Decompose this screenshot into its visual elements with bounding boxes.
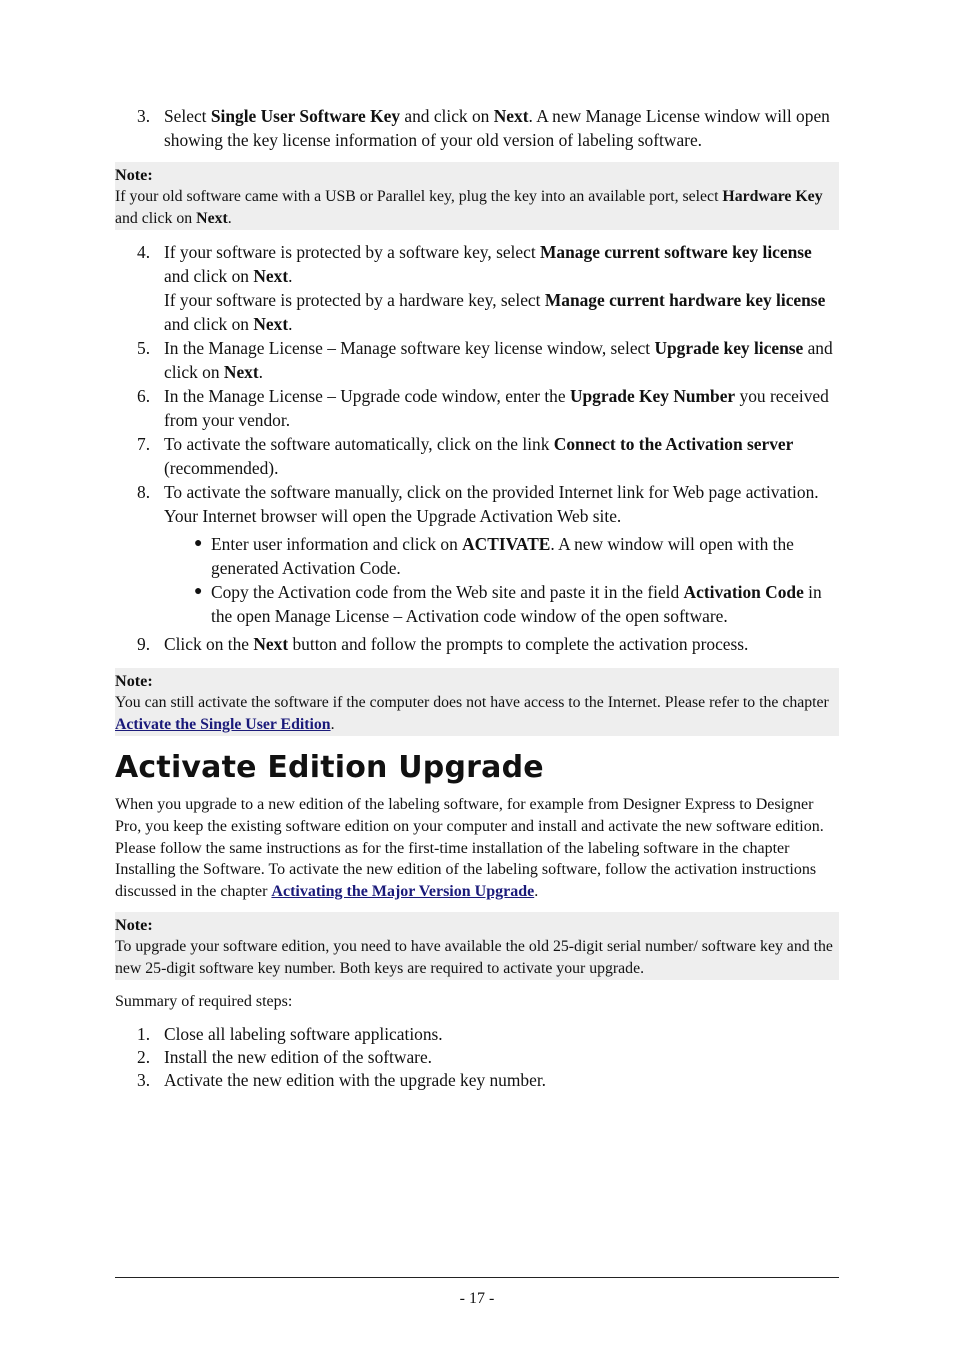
text-run: and click on [164, 314, 254, 334]
bold-term: Activation Code [683, 582, 804, 602]
list-item-text: Close all labeling software applications. [164, 1023, 443, 1044]
step-list-a [115, 104, 839, 152]
list-item [115, 336, 839, 384]
bullet-item [115, 580, 839, 628]
bullet-list [115, 532, 839, 628]
step-list-c [115, 632, 839, 656]
list-item [115, 632, 839, 656]
list-item-text [164, 384, 839, 432]
text-run: and click on [400, 106, 494, 126]
text-run: To activate the software automatically, click on the link [164, 434, 554, 454]
bold-term: Next [493, 106, 529, 126]
bold-term: Manage current hardware key license [544, 290, 826, 310]
list-item-text [164, 336, 839, 384]
text-run: To activate the software manually, click on the provided Internet link for Web page activation. Your Internet browser will open the Upgrade Activation Web site. [164, 482, 819, 526]
text-run: (recommended). [164, 458, 279, 478]
text-run: In the Manage License – Manage software key license window, select [164, 338, 655, 358]
list-item-text [164, 288, 839, 336]
bold-term: Connect to the Activation server [553, 434, 794, 454]
note-label: Note: [115, 166, 153, 184]
text-run: . [288, 266, 293, 286]
bullet-icon: ● [194, 536, 203, 551]
list-number: 3. [137, 1069, 151, 1090]
text-run: If your old software came with a USB or Parallel key, plug the key into an available port, select [115, 188, 723, 205]
chapter-link[interactable]: Activating the Major Version Upgrade [271, 883, 535, 901]
list-number: 7. [137, 434, 151, 454]
list-number: 3. [137, 106, 151, 126]
text-run: If your software is protected by a software key, select [164, 242, 541, 262]
note-label: Note: [115, 672, 153, 690]
bold-term: Upgrade Key Number [569, 386, 736, 406]
list-item-text [164, 632, 839, 656]
note-offline-activation [115, 668, 839, 736]
bold-term: ACTIVATE [462, 534, 551, 554]
text-run: When you upgrade to a new edition of the labeling software, for example from Designer Express to Designer Pro, you keep the existing software edition on your computer and install and activate the new software edition. Please follow the same instructions as for the first-time installation of the labeling software in the chapter Installing the Software. To activate the new edition of the labeling software, follow the activation instructions discussed in the chapter [115, 796, 824, 901]
text-run: Select [164, 106, 211, 126]
text-run: in the open Manage License – Activation code window of the open software. [211, 582, 822, 626]
list-number: 4. [137, 242, 151, 262]
text-run: If your software is protected by a hardware key, select [164, 290, 545, 310]
text-run: button and follow the prompts to complete the activation process. [288, 634, 749, 654]
document-page [115, 104, 839, 1092]
list-item-text [164, 432, 839, 480]
bold-term: Next [196, 210, 228, 227]
text-run: and click on [115, 210, 197, 227]
list-item [115, 432, 839, 480]
text-run: . A new window will open with the generated Activation Code. [211, 534, 794, 578]
bullet-item [115, 532, 839, 580]
list-item [115, 1046, 839, 1069]
summary-text: Summary of required steps: [115, 992, 293, 1010]
bold-term: Manage current software key license [540, 242, 812, 262]
note-body [115, 186, 839, 230]
list-number: 9. [137, 634, 151, 654]
note-label: Note: [115, 915, 153, 934]
list-item [115, 1069, 839, 1092]
text-run: You can still activate the software if the computer does not have access to the Internet. Please refer to the chapter [115, 694, 829, 711]
list-item-text [164, 480, 839, 528]
text-run: . [288, 314, 293, 334]
text-run: Enter user information and click on [211, 534, 463, 554]
list-number: 8. [137, 482, 151, 502]
step-list-b [115, 240, 839, 528]
text-run: Click on the [164, 634, 254, 654]
footer-divider [115, 1277, 839, 1278]
bold-term: Upgrade key license [654, 338, 804, 358]
text-run: you received from your vendor. [164, 386, 829, 430]
text-run: In the Manage License – Upgrade code window, enter the [164, 386, 570, 406]
list-number: 1. [137, 1023, 151, 1044]
text-run: . [330, 716, 335, 733]
list-item [115, 1023, 839, 1046]
intro-paragraph [115, 794, 839, 903]
list-number: 2. [137, 1046, 151, 1067]
text-run: . [534, 883, 539, 901]
list-number: 6. [137, 386, 151, 406]
bullet-text [211, 532, 839, 580]
list-item-text [164, 240, 839, 288]
bold-term: Next [223, 362, 259, 382]
list-number: 5. [137, 338, 151, 358]
text-run: To upgrade your software edition, you need to have available the old 25-digit serial number/ software key and the new 25-digit software key number. Both keys are required to activate your upgrade. [115, 937, 833, 977]
text-run: . [227, 210, 232, 227]
list-item [115, 384, 839, 432]
list-item [115, 240, 839, 336]
text-run: . A new Manage License window will open showing the key license information of your old version of labeling software. [164, 106, 830, 150]
text-run: and click on [164, 266, 254, 286]
final-step-list [115, 1023, 839, 1092]
list-item [115, 480, 839, 528]
bullet-icon: ● [194, 584, 203, 599]
bold-term: Hardware Key [722, 188, 823, 205]
bold-term: Next [253, 634, 289, 654]
bullet-text [211, 580, 839, 628]
note-body [115, 692, 839, 736]
bold-term: Single User Software Key [210, 106, 401, 126]
text-run: Copy the Activation code from the Web site and paste it in the field [211, 582, 684, 602]
page-number: - 17 - [459, 1290, 495, 1307]
chapter-link[interactable]: Activate the Single User Edition [115, 716, 331, 733]
note-usb-key [115, 162, 839, 230]
list-item-text [164, 104, 839, 152]
list-item-text: Install the new edition of the software. [164, 1046, 433, 1067]
list-item-text: Activate the new edition with the upgrade key number. [164, 1069, 546, 1090]
section-heading: Activate Edition Upgrade [115, 750, 544, 785]
bold-term: Next [253, 266, 289, 286]
bold-term: Next [253, 314, 289, 334]
list-item [115, 104, 839, 152]
text-run: . [258, 362, 264, 382]
text-run: and click on [164, 338, 833, 382]
note-body [115, 936, 839, 980]
note-serial-number [115, 912, 839, 980]
